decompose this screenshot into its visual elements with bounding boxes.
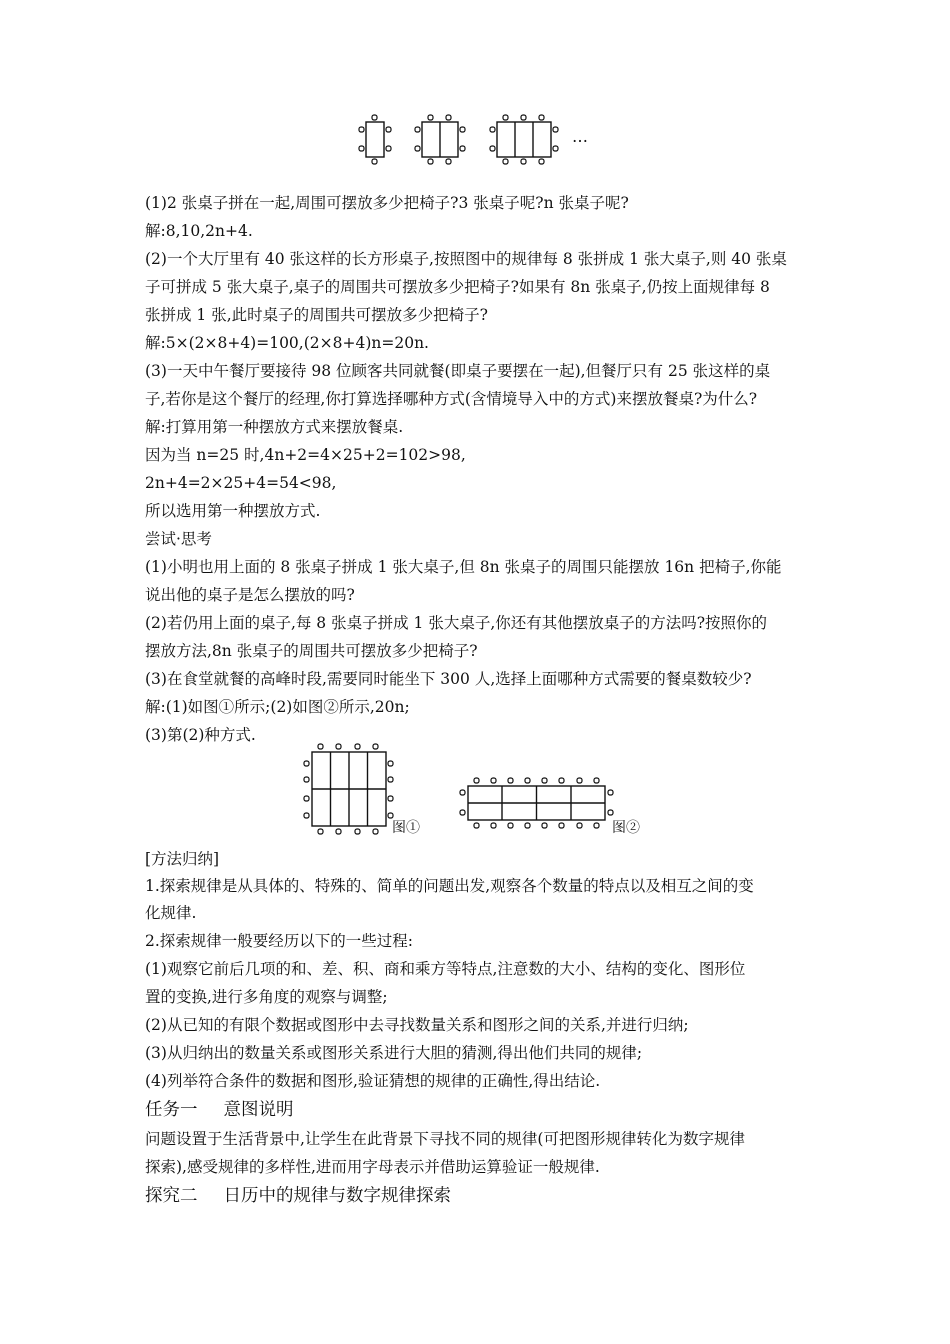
- ellipsis: …: [572, 127, 588, 146]
- text-line: (3)从归纳出的数量关系或图形关系进行大胆的猜测,得出他们共同的规律;: [145, 1044, 643, 1062]
- text-line: 解:打算用第一种摆放方式来摆放餐桌.: [145, 418, 404, 436]
- text-line: (1)2 张桌子拼在一起,周围可摆放多少把椅子?3 张桌子呢?n 张桌子呢?: [145, 194, 629, 212]
- explore-heading: [145, 1184, 451, 1208]
- tables-pattern-figure: [352, 112, 602, 168]
- text-line: (1)小明也用上面的 8 张桌子拼成 1 张大桌子,但 8n 张桌子的周围只能摆放 16n 把椅子,你能: [145, 558, 782, 576]
- text-line: 因为当 n=25 时,4n+2=4×25+2=102>98,: [145, 446, 466, 464]
- text-line: 探索),感受规律的多样性,进而用字母表示并借助运算验证一般规律.: [145, 1158, 600, 1176]
- text-line: (3)在食堂就餐的高峰时段,需要同时能坐下 300 人,选择上面哪种方式需要的餐桌数较少?: [145, 670, 752, 688]
- text-line: 所以选用第一种摆放方式.: [145, 502, 321, 520]
- text-line: 张拼成 1 张,此时桌子的周围共可摆放多少把椅子?: [145, 306, 488, 324]
- figure-2: [458, 770, 658, 836]
- explore-heading-title: 日历中的规律与数字规律探索: [223, 1186, 451, 1206]
- method-summary-title: [方法归纳]: [145, 850, 220, 868]
- text-line: (2)一个大厅里有 40 张这样的长方形桌子,按照图中的规律每 8 张拼成 1 张大桌子,则 40 张桌: [145, 250, 787, 268]
- text-line: (2)从已知的有限个数据或图形中去寻找数量关系和图形之间的关系,并进行归纳;: [145, 1016, 689, 1034]
- figure-1-label: 图①: [392, 820, 420, 836]
- text-line: 2n+4=2×25+4=54<98,: [145, 474, 337, 492]
- text-line: (4)列举符合条件的数据和图形,验证猜想的规律的正确性,得出结论.: [145, 1072, 601, 1090]
- text-line: 解:(1)如图①所示;(2)如图②所示,20n;: [145, 698, 410, 716]
- text-line: 化规律.: [145, 904, 197, 922]
- text-line: 说出他的桌子是怎么摆放的吗?: [145, 586, 355, 604]
- task-heading-title: 意图说明: [223, 1100, 294, 1120]
- figure-1: [298, 740, 438, 836]
- explore-heading-label: 探究二: [145, 1186, 198, 1206]
- section-label: 尝试·思考: [145, 530, 212, 548]
- text-line: (1)观察它前后几项的和、差、积、商和乘方等特点,注意数的大小、结构的变化、图形位: [145, 960, 746, 978]
- task-heading-label: 任务一: [145, 1100, 198, 1120]
- single-table: [366, 122, 384, 157]
- text-line: 子可拼成 5 张大桌子,桌子的周围共可摆放多少把椅子?如果有 8n 张桌子,仍按上面规律每 8: [145, 278, 770, 296]
- text-line: (2)若仍用上面的桌子,每 8 张桌子拼成 1 张大桌子,你还有其他摆放桌子的方法吗?按照你的: [145, 614, 768, 632]
- text-line: (3)一天中午餐厅要接待 98 位顾客共同就餐(即桌子要摆在一起),但餐厅只有 25 张这样的桌: [145, 362, 771, 380]
- figure-2-label: 图②: [612, 820, 640, 836]
- task-heading: [145, 1098, 294, 1122]
- text-line: 置的变换,进行多角度的观察与调整;: [145, 988, 388, 1006]
- text-line: 摆放方法,8n 张桌子的周围共可摆放多少把椅子?: [145, 642, 478, 660]
- text-line: (3)第(2)种方式.: [145, 726, 256, 744]
- text-line: 问题设置于生活背景中,让学生在此背景下寻找不同的规律(可把图形规律转化为数字规律: [145, 1130, 745, 1148]
- text-line: 2.探索规律一般要经历以下的一些过程:: [145, 932, 414, 950]
- text-line: 解:5×(2×8+4)=100,(2×8+4)n=20n.: [145, 334, 429, 352]
- text-line: 1.探索规律是从具体的、特殊的、简单的问题出发,观察各个数量的特点以及相互之间的变: [145, 877, 754, 895]
- triple-table: [497, 122, 551, 157]
- text-line: 解:8,10,2n+4.: [145, 222, 253, 240]
- text-line: 子,若你是这个餐厅的经理,你打算选择哪种方式(含情境导入中的方式)来摆放餐桌?为什么?: [145, 390, 758, 408]
